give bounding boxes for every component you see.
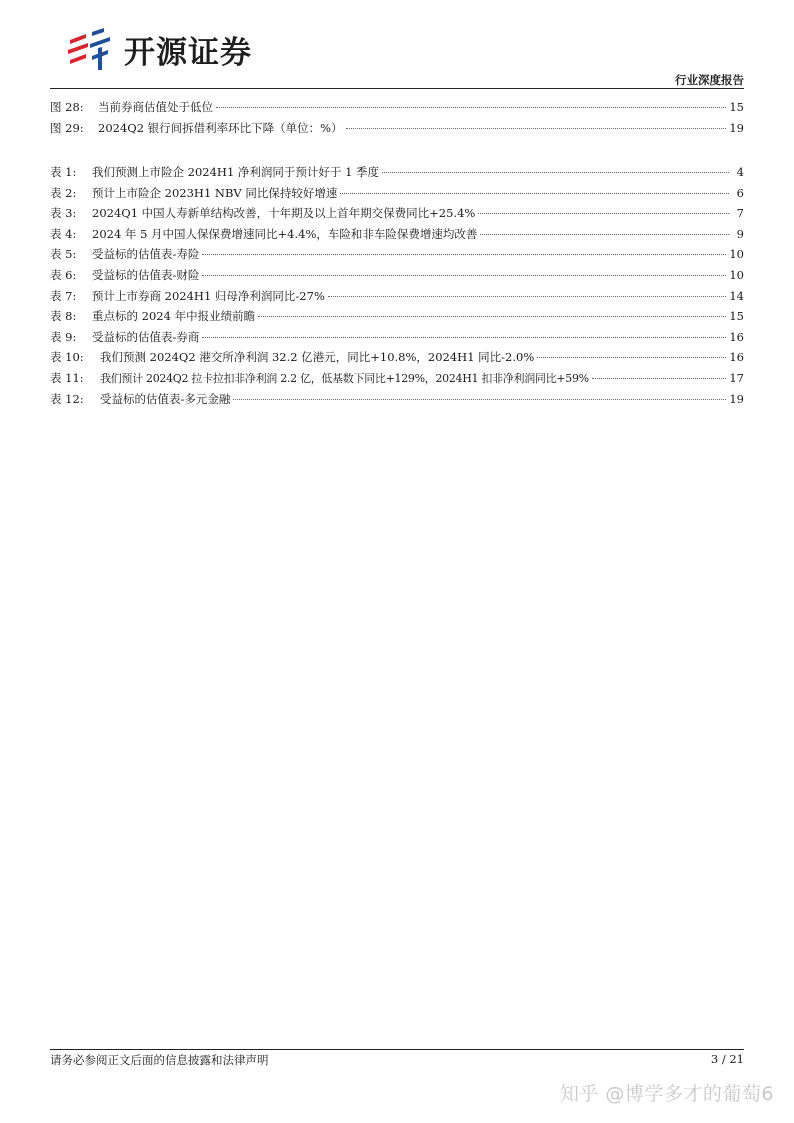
toc-entry-table[interactable] <box>50 162 744 183</box>
toc-leader-dots <box>592 378 727 379</box>
toc-entry-page: 15 <box>729 100 744 114</box>
table-list <box>50 162 744 409</box>
toc-entry-table[interactable] <box>50 368 744 389</box>
toc-leader-dots <box>233 399 726 400</box>
toc-entry-table[interactable] <box>50 244 744 265</box>
toc-entry-title: 我们预计 2024Q2 拉卡拉扣非净利润 2.2 亿，低基数下同比+129%，2024H1 扣非净利润同比+59% <box>100 371 589 385</box>
toc-entry-label: 表 10: <box>50 350 84 365</box>
toc-entry-title: 受益标的估值表-寿险 <box>92 247 200 262</box>
toc-entry-table[interactable] <box>50 347 744 368</box>
toc-entry-table[interactable] <box>50 286 744 307</box>
toc-entry-page: 9 <box>736 226 744 241</box>
toc-entry-label: 表 8: <box>50 309 77 324</box>
toc-entry-page: 19 <box>729 120 744 135</box>
toc-entry-label: 表 5: <box>50 247 77 262</box>
kaiyuan-logo-icon <box>64 26 124 72</box>
toc-entry-title: 当前券商估值处于低位 <box>98 100 213 114</box>
toc-entry-table[interactable] <box>50 183 744 204</box>
toc-entry-table[interactable] <box>50 224 744 245</box>
toc-leader-dots <box>328 296 726 297</box>
toc-entry-label: 表 4: <box>50 226 77 241</box>
report-type-label: 行业深度报告 <box>675 73 744 87</box>
toc-entry-page: 16 <box>729 350 744 365</box>
toc-entry-page: 15 <box>729 309 744 324</box>
toc-entry-figure[interactable] <box>50 97 744 118</box>
toc-leader-dots <box>202 337 726 338</box>
toc-entry-page: 4 <box>736 165 744 179</box>
toc-entry-label: 表 12: <box>50 391 84 406</box>
toc-entry-page: 7 <box>736 206 744 221</box>
toc-entry-title: 受益标的估值表-财险 <box>92 267 200 282</box>
toc-entry-title: 预计上市券商 2024H1 归母净利润同比-27% <box>92 288 325 303</box>
toc-entry-label: 表 6: <box>50 267 77 282</box>
toc-entry-title: 2024Q1 中国人寿新单结构改善，十年期及以上首年期交保费同比+25.4% <box>92 206 476 221</box>
toc-entry-title: 我们预测 2024Q2 港交所净利润 32.2 亿港元，同比+10.8%，2024H1 同比-2.0% <box>100 350 535 365</box>
toc-leader-dots <box>216 107 726 108</box>
toc-leader-dots <box>480 234 729 235</box>
toc-entry-figure[interactable] <box>50 118 744 139</box>
toc-entry-title: 预计上市险企 2023H1 NBV 同比保持较好增速 <box>92 185 338 200</box>
toc-entry-title: 我们预测上市险企 2024H1 净利润同于预计好于 1 季度 <box>92 165 380 179</box>
toc-entry-label: 表 7: <box>50 288 77 303</box>
toc-entry-label: 图 28: <box>50 100 84 114</box>
toc-entry-page: 10 <box>729 267 744 282</box>
figure-list <box>50 97 744 138</box>
company-logo <box>64 26 252 72</box>
toc-leader-dots <box>478 213 729 214</box>
toc-entry-label: 表 1: <box>50 165 77 179</box>
toc-leader-dots <box>340 193 729 194</box>
toc-entry-page: 6 <box>736 185 744 200</box>
toc-leader-dots <box>202 254 726 255</box>
toc-entry-table[interactable] <box>50 306 744 327</box>
toc-leader-dots <box>258 316 726 317</box>
toc-entry-title: 受益标的估值表-券商 <box>92 329 200 344</box>
toc-entry-label: 表 11: <box>50 370 84 385</box>
toc-entry-table[interactable] <box>50 389 744 410</box>
toc-entry-page: 17 <box>729 370 744 385</box>
toc-entry-page: 14 <box>729 288 744 303</box>
toc-entry-table[interactable] <box>50 203 744 224</box>
page-number: 3 / 21 <box>710 1052 744 1066</box>
toc-entry-title: 2024 年 5 月中国人保保费增速同比+4.4%，车险和非车险保费增速均改善 <box>92 226 478 241</box>
watermark-text: 知乎 @博学多才的葡萄6 <box>559 1083 774 1105</box>
footer-divider <box>50 1049 744 1050</box>
toc-entry-title: 2024Q2 银行间拆借利率环比下降（单位：%） <box>98 120 343 135</box>
toc-leader-dots <box>346 128 727 129</box>
logo-text: 开源证券 <box>124 34 252 71</box>
toc-entry-table[interactable] <box>50 265 744 286</box>
toc-entry-table[interactable] <box>50 327 744 348</box>
toc-entry-label: 图 29: <box>50 120 84 135</box>
toc-entry-page: 10 <box>729 247 744 262</box>
toc-entry-page: 19 <box>729 391 744 406</box>
toc-entry-label: 表 9: <box>50 329 77 344</box>
toc-leader-dots <box>537 357 726 358</box>
toc-entry-title: 重点标的 2024 年中报业绩前瞻 <box>92 309 256 324</box>
footer-disclaimer: 请务必参阅正文后面的信息披露和法律声明 <box>50 1053 269 1067</box>
header-divider <box>50 88 744 89</box>
toc-entry-page: 16 <box>729 329 744 344</box>
toc-leader-dots <box>202 275 726 276</box>
toc-entry-title: 受益标的估值表-多元金融 <box>100 391 231 406</box>
toc-leader-dots <box>382 172 729 173</box>
toc-entry-label: 表 2: <box>50 185 77 200</box>
toc-entry-label: 表 3: <box>50 206 77 221</box>
